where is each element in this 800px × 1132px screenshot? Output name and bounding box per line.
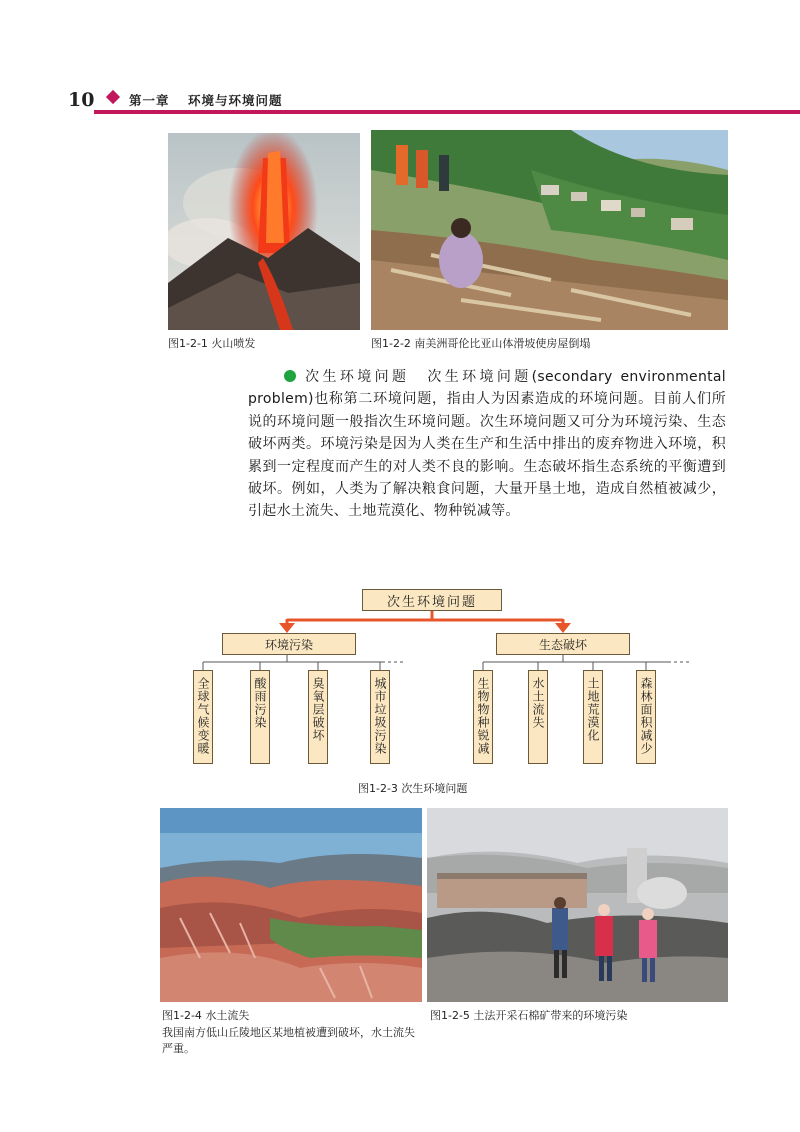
diagram-root-box: 次生环境问题 xyxy=(362,589,502,611)
leaf-forest-reduction: 森林面积减少 xyxy=(636,670,656,764)
leaf-soil-erosion: 水土流失 xyxy=(528,670,548,764)
branch-environment-pollution: 环境污染 xyxy=(222,633,356,655)
fig2-caption: 图1-2-2 南美洲哥伦比亚山体滑坡使房屋倒塌 xyxy=(371,337,591,350)
secondary-problem-paragraph xyxy=(248,366,726,523)
fig5-caption: 图1-2-5 土法开采石棉矿带来的环境污染 xyxy=(430,1009,628,1022)
asbestos-mining-photo xyxy=(427,808,728,1002)
bullet-dot-icon xyxy=(284,370,296,382)
fig3-caption: 图1-2-3 次生环境问题 xyxy=(358,782,468,795)
volcano-photo xyxy=(168,133,360,330)
branch-ecological-damage: 生态破坏 xyxy=(496,633,630,655)
leaf-global-warming: 全球气候变暖 xyxy=(193,670,213,764)
leaf-species-decline: 生物物种锐减 xyxy=(473,670,493,764)
landslide-photo xyxy=(371,130,728,330)
header-rule xyxy=(94,110,800,114)
fig4-description: 我国南方低山丘陵地区某地植被遭到破坏，水土流失严重。 xyxy=(162,1026,415,1055)
fig4-caption: 图1-2-4 水土流失 xyxy=(162,1009,250,1022)
soil-erosion-photo xyxy=(160,808,422,1002)
chapter-label: 第一章 xyxy=(129,93,170,108)
leaf-urban-garbage: 城市垃圾污染 xyxy=(370,670,390,764)
fig1-caption: 图1-2-1 火山喷发 xyxy=(168,337,256,350)
section-term: 次生环境问题 xyxy=(302,369,410,385)
leaf-ozone-depletion: 臭氧层破坏 xyxy=(308,670,328,764)
page-number: 10 xyxy=(68,89,95,111)
header-diamond-icon xyxy=(106,90,120,104)
leaf-acid-rain: 酸雨污染 xyxy=(250,670,270,764)
chapter-title: 环境与环境问题 xyxy=(188,93,283,108)
leaf-desertification: 土地荒漠化 xyxy=(583,670,603,764)
paragraph-text: 次生环境问题(secondary environmental problem)也称第二环境问题，指由人为因素造成的环境问题。目前人们所说的环境问题一般指次生环境问题。次生环境问题又可分为环境污染、生态破坏两类。环境污染是因为人类在生产和生活中排出的废弃物进入环境，积累到一定程度而产生的对人类不良的影响。生态破坏指生态系统的平衡遭到破坏。例如，人类为了解决粮食问题，大量开垦土地，造成自然植被减少，引起水土流失、土地荒漠化、物种锐减等。 xyxy=(248,369,726,520)
